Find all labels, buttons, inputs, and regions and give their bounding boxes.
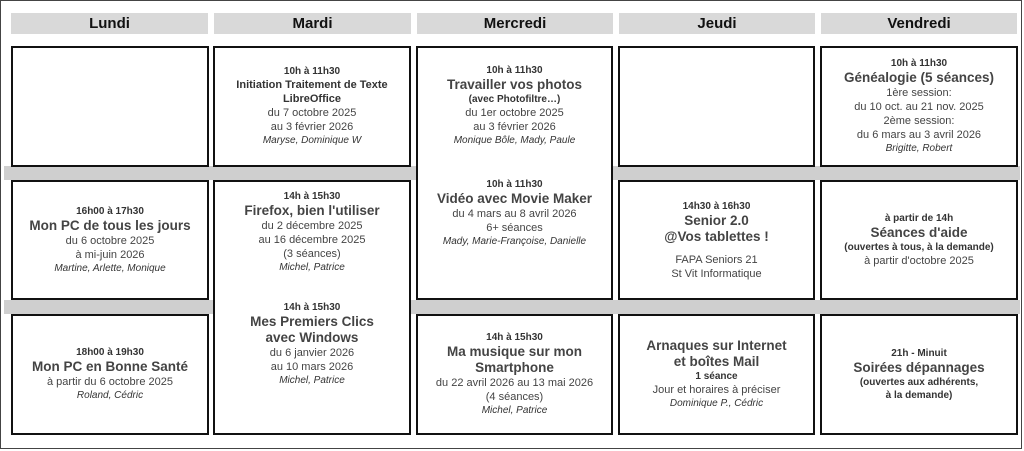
day-header-mardi: Mardi: [214, 13, 411, 34]
course-dates: du 1er octobre 2025: [465, 107, 564, 119]
course-subtitle: (avec Photofiltre…): [468, 94, 561, 105]
course-time: 14h à 15h30: [283, 191, 341, 202]
course-dates: à partir du 6 octobre 2025: [47, 376, 173, 388]
course-organizer: FAPA Seniors 21: [675, 253, 758, 266]
course-title: Arnaques sur Internet: [646, 338, 787, 353]
course-time: 10h à 11h30: [283, 66, 341, 77]
course-dates: au 3 février 2026: [473, 121, 556, 133]
day-header-jeudi: Jeudi: [619, 13, 815, 34]
course-dates: du 6 mars au 3 avril 2026: [856, 129, 982, 141]
course-instructors: Michel, Patrice: [481, 405, 548, 416]
course-sessions: (4 séances): [485, 391, 544, 403]
course-title: Mon PC de tous les jours: [29, 217, 191, 233]
day-header-vendredi: Vendredi: [821, 13, 1017, 34]
course-sessions: 1 séance: [695, 371, 738, 382]
course-dates: du 22 avril 2026 au 13 mai 2026: [435, 377, 594, 389]
vendredi-afternoon-course: [820, 180, 1018, 300]
course-title: Généalogie (5 séances): [843, 70, 995, 85]
course-title: @Vos tablettes !: [664, 228, 769, 244]
course-dates: à partir d'octobre 2025: [864, 255, 974, 267]
course-instructors: Maryse, Dominique W: [262, 135, 362, 146]
course-subtitle: à la demande): [885, 390, 953, 401]
day-header-lundi: Lundi: [11, 13, 208, 34]
course-instructors: Dominique P., Cédric: [669, 398, 764, 409]
course-photos: [447, 64, 582, 148]
course-title: avec Windows: [265, 330, 359, 345]
course-title: Senior 2.0: [684, 212, 749, 228]
course-time: 16h00 à 17h30: [76, 205, 144, 217]
mercredi-morning-courses: [416, 46, 613, 300]
course-dates: Jour et horaires à préciser: [652, 384, 781, 396]
course-time: 10h à 11h30: [890, 58, 948, 69]
course-dates: au 16 décembre 2025: [258, 234, 366, 246]
course-sessions: (3 séances): [283, 248, 341, 260]
course-instructors: Mady, Marie-Françoise, Danielle: [442, 236, 587, 247]
course-title: Séances d'aide: [870, 225, 968, 240]
course-title: Ma musique sur mon: [446, 344, 583, 359]
jeudi-evening-course: [618, 314, 815, 435]
course-dates: à mi-juin 2026: [75, 248, 145, 261]
course-subtitle: (ouvertes aux adhérents,: [859, 377, 979, 388]
course-title: Smartphone: [475, 360, 554, 375]
course-instructors: Brigitte, Robert: [885, 143, 953, 154]
course-instructors: Martine, Arlette, Monique: [54, 262, 166, 274]
course-title: Mon PC en Bonne Santé: [31, 359, 188, 374]
mardi-afternoon-courses: [213, 180, 411, 435]
course-organizer: St Vit Informatique: [671, 267, 762, 280]
jeudi-morning-empty: [618, 46, 815, 167]
course-dates: au 10 mars 2026: [270, 361, 354, 373]
course-time: 21h - Minuit: [891, 348, 947, 359]
day-header-mercredi: Mercredi: [417, 13, 613, 34]
mercredi-afternoon-course: [416, 314, 613, 435]
row-separator-2: [4, 300, 1020, 314]
vendredi-evening-course: [820, 314, 1018, 435]
course-windows: [250, 301, 374, 388]
course-firefox: [244, 190, 379, 275]
course-title: Firefox, bien l'utiliser: [244, 203, 380, 218]
course-title: Soirées dépannages: [853, 360, 985, 375]
course-time: 14h à 15h30: [283, 302, 341, 313]
lundi-morning-empty: [11, 46, 209, 167]
course-title: Mes Premiers Clics: [250, 314, 374, 329]
course-time: 10h à 11h30: [486, 65, 543, 76]
course-dates: du 6 octobre 2025: [65, 234, 155, 247]
course-title: Travailler vos photos: [446, 77, 583, 92]
course-time: 10h à 11h30: [486, 179, 543, 190]
course-instructors: Michel, Patrice: [279, 375, 345, 386]
mardi-morning-course: [213, 46, 411, 167]
course-subtitle: (ouvertes à tous, à la demande): [844, 242, 994, 253]
course-instructors: Roland, Cédric: [76, 390, 144, 401]
course-instructors: Michel, Patrice: [279, 262, 345, 273]
course-dates: du 10 oct. au 21 nov. 2025: [854, 101, 984, 113]
course-title: LibreOffice: [282, 93, 342, 105]
course-session-label: 2ème session:: [883, 115, 955, 127]
course-time: 14h30 à 16h30: [682, 200, 751, 212]
course-video: [437, 178, 592, 249]
course-time: à partir de 14h: [884, 213, 954, 224]
course-title: Vidéo avec Movie Maker: [436, 191, 593, 206]
course-dates: du 6 janvier 2026: [269, 347, 355, 359]
course-sessions: 6+ séances: [486, 222, 543, 234]
lundi-afternoon-course: [11, 180, 209, 300]
course-dates: du 4 mars au 8 avril 2026: [452, 208, 577, 220]
lundi-evening-course: [11, 314, 209, 435]
course-instructors: Monique Bôle, Mady, Paule: [453, 135, 576, 146]
course-time: 18h00 à 19h30: [76, 347, 144, 358]
course-dates: au 3 février 2026: [270, 121, 354, 133]
course-dates: du 7 octobre 2025: [267, 107, 357, 119]
course-title: Initiation Traitement de Texte: [236, 79, 388, 91]
course-dates: du 2 décembre 2025: [261, 220, 363, 232]
jeudi-afternoon-course: [618, 180, 815, 300]
vendredi-morning-course: [820, 46, 1018, 167]
course-time: 14h à 15h30: [486, 332, 543, 343]
course-title: et boîtes Mail: [673, 354, 760, 369]
course-session-label: 1ère session:: [886, 87, 952, 99]
